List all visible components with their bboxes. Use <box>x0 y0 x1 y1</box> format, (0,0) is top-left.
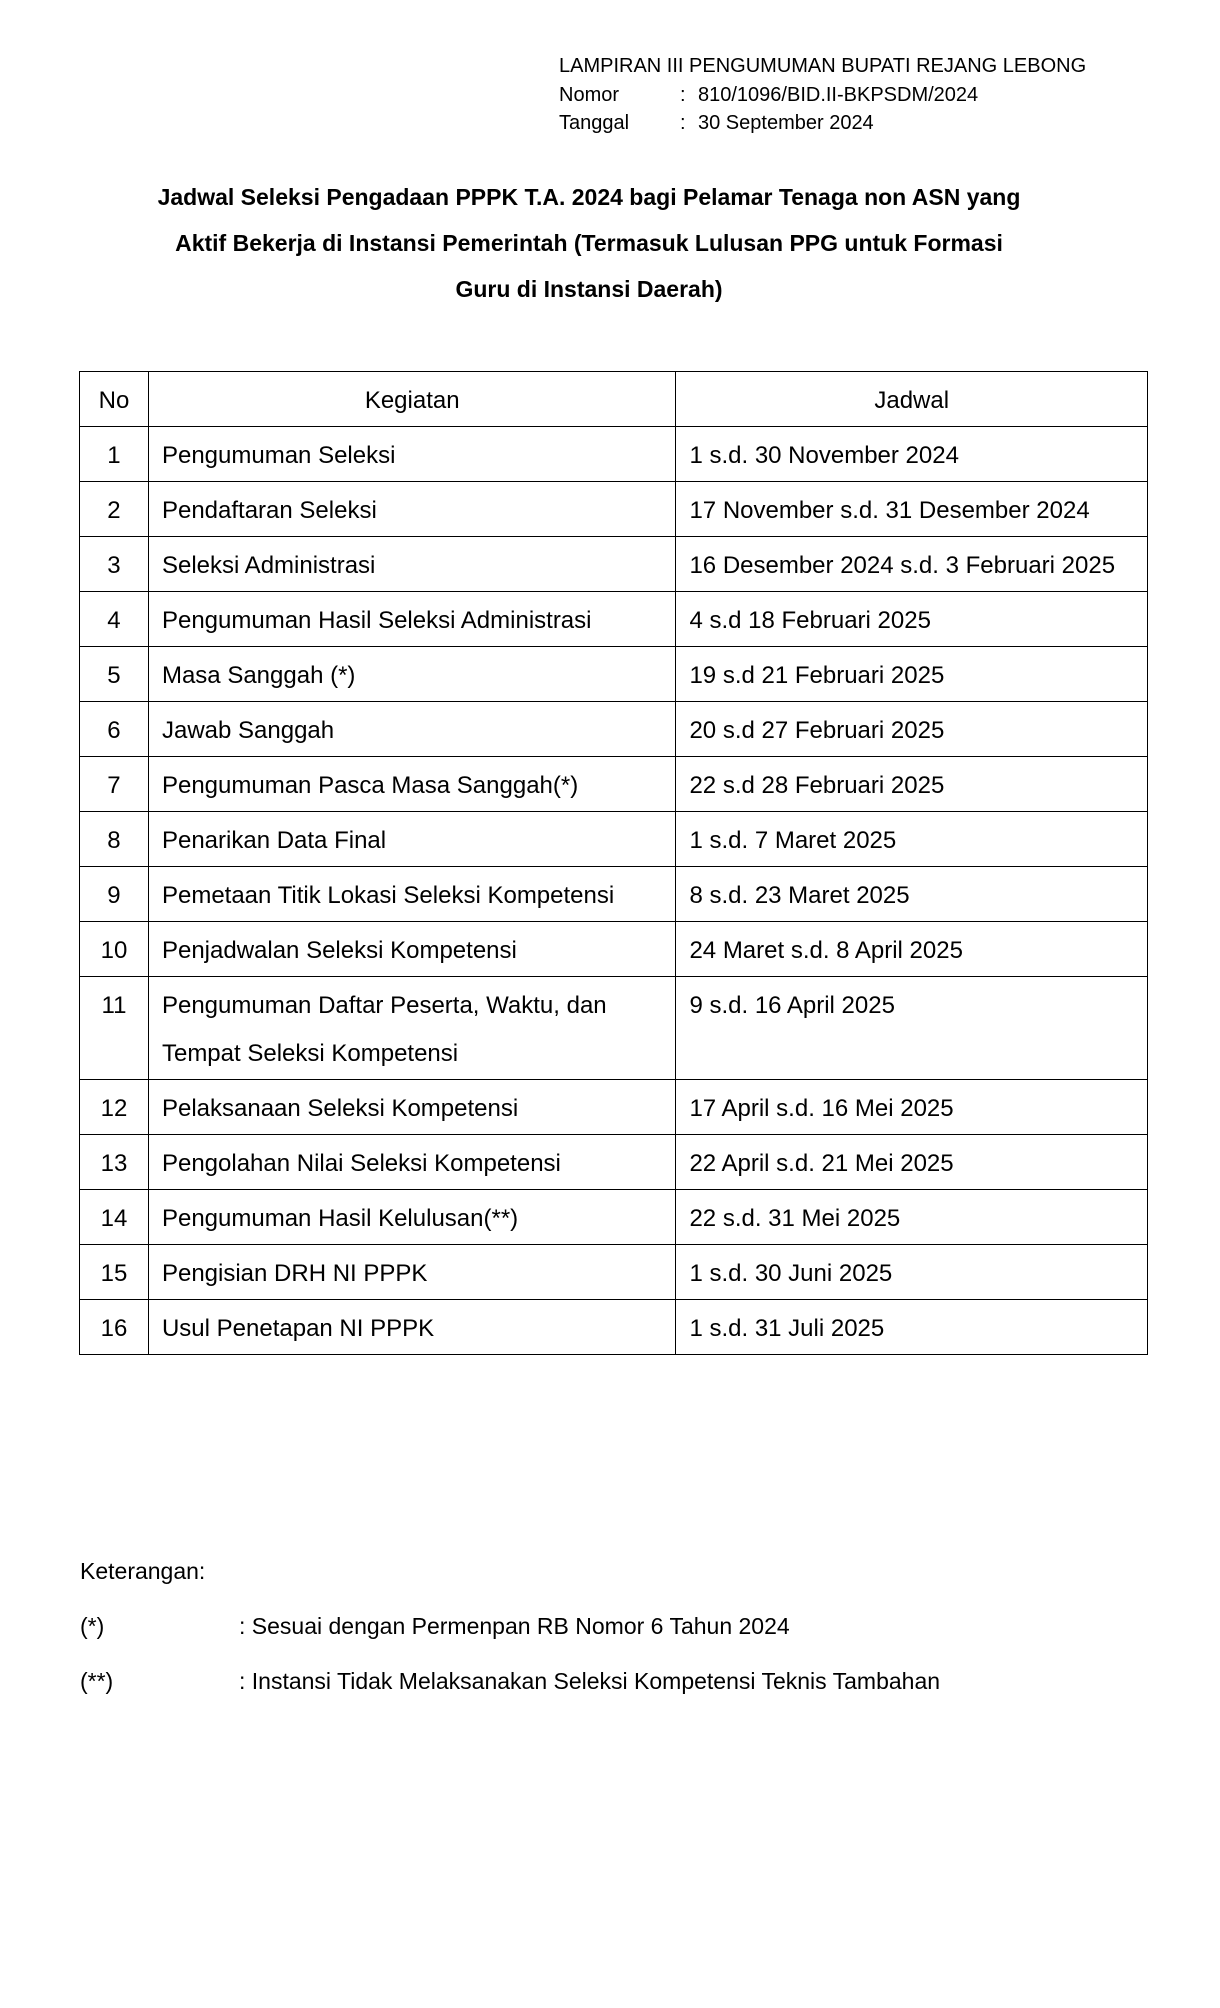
cell-jadwal: 16 Desember 2024 s.d. 3 Februari 2025 <box>676 537 1148 592</box>
cell-kegiatan: Pengumuman Pasca Masa Sanggah(*) <box>148 757 675 812</box>
title-line: Jadwal Seleksi Pengadaan PPPK T.A. 2024 bagi Pelamar Tenaga non ASN yang <box>157 184 1021 210</box>
cell-kegiatan: Pengisian DRH NI PPPK <box>148 1245 675 1300</box>
note-text: : Instansi Tidak Melaksanakan Seleksi Kompetensi Teknis Tambahan <box>239 1668 941 1694</box>
cell-jadwal: 8 s.d. 23 Maret 2025 <box>676 867 1148 922</box>
cell-jadwal: 17 April s.d. 16 Mei 2025 <box>676 1080 1148 1135</box>
cell-kegiatan: Pengolahan Nilai Seleksi Kompetensi <box>148 1135 675 1190</box>
nomor-row <box>559 81 1086 110</box>
table-row <box>80 1080 1148 1135</box>
cell-jadwal: 1 s.d. 31 Juli 2025 <box>676 1300 1148 1355</box>
table-row <box>80 592 1148 647</box>
cell-jadwal: 9 s.d. 16 April 2025 <box>676 977 1148 1080</box>
header-kegiatan: Kegiatan <box>148 372 675 427</box>
cell-jadwal: 4 s.d 18 Februari 2025 <box>676 592 1148 647</box>
notes-heading: Keterangan: <box>80 1558 206 1584</box>
cell-jadwal: 22 s.d 28 Februari 2025 <box>676 757 1148 812</box>
cell-no: 16 <box>80 1300 149 1355</box>
cell-kegiatan: Usul Penetapan NI PPPK <box>148 1300 675 1355</box>
table-row <box>80 867 1148 922</box>
table-row <box>80 1135 1148 1190</box>
cell-kegiatan: Jawab Sanggah <box>148 702 675 757</box>
cell-jadwal: 22 April s.d. 21 Mei 2025 <box>676 1135 1148 1190</box>
table-row <box>80 1245 1148 1300</box>
cell-kegiatan: Pengumuman Daftar Peserta, Waktu, dan Tempat Seleksi Kompetensi <box>148 977 675 1080</box>
cell-no: 10 <box>80 922 149 977</box>
note-mark: (*) <box>80 1613 105 1639</box>
table-row <box>80 537 1148 592</box>
notes-section <box>80 1544 940 1709</box>
table-row <box>80 427 1148 482</box>
cell-kegiatan: Pemetaan Titik Lokasi Seleksi Kompetensi <box>148 867 675 922</box>
cell-kegiatan: Penarikan Data Final <box>148 812 675 867</box>
table-row <box>80 482 1148 537</box>
cell-no: 7 <box>80 757 149 812</box>
cell-no: 3 <box>80 537 149 592</box>
cell-jadwal: 1 s.d. 30 November 2024 <box>676 427 1148 482</box>
table-row <box>80 757 1148 812</box>
header-jadwal: Jadwal <box>676 372 1148 427</box>
cell-no: 6 <box>80 702 149 757</box>
cell-jadwal: 1 s.d. 7 Maret 2025 <box>676 812 1148 867</box>
cell-no: 1 <box>80 427 149 482</box>
cell-jadwal: 20 s.d 27 Februari 2025 <box>676 702 1148 757</box>
cell-kegiatan: Pengumuman Hasil Kelulusan(**) <box>148 1190 675 1245</box>
cell-kegiatan: Pendaftaran Seleksi <box>148 482 675 537</box>
title-line: Guru di Instansi Daerah) <box>455 276 723 302</box>
cell-jadwal: 1 s.d. 30 Juni 2025 <box>676 1245 1148 1300</box>
cell-no: 14 <box>80 1190 149 1245</box>
cell-no: 15 <box>80 1245 149 1300</box>
cell-kegiatan: Penjadwalan Seleksi Kompetensi <box>148 922 675 977</box>
cell-no: 12 <box>80 1080 149 1135</box>
note-item <box>80 1654 940 1709</box>
note-text: : Sesuai dengan Permenpan RB Nomor 6 Tahun 2024 <box>239 1613 790 1639</box>
table-header-row <box>80 372 1148 427</box>
cell-no: 11 <box>80 977 149 1080</box>
cell-kegiatan: Seleksi Administrasi <box>148 537 675 592</box>
cell-no: 5 <box>80 647 149 702</box>
table-row <box>80 922 1148 977</box>
cell-jadwal: 22 s.d. 31 Mei 2025 <box>676 1190 1148 1245</box>
cell-no: 9 <box>80 867 149 922</box>
note-item <box>80 1599 940 1654</box>
table-row <box>80 977 1148 1080</box>
tanggal-value: 30 September 2024 <box>698 112 874 134</box>
nomor-label: Nomor <box>559 83 620 106</box>
cell-jadwal: 19 s.d 21 Februari 2025 <box>676 647 1148 702</box>
document-title <box>79 174 1099 312</box>
cell-kegiatan: Pengumuman Hasil Seleksi Administrasi <box>148 592 675 647</box>
table-row <box>80 1300 1148 1355</box>
cell-jadwal: 17 November s.d. 31 Desember 2024 <box>676 482 1148 537</box>
cell-jadwal: 24 Maret s.d. 8 April 2025 <box>676 922 1148 977</box>
cell-no: 4 <box>80 592 149 647</box>
table-row <box>80 812 1148 867</box>
cell-no: 13 <box>80 1135 149 1190</box>
tanggal-row <box>559 109 1086 138</box>
cell-no: 8 <box>80 812 149 867</box>
nomor-colon: : <box>680 83 686 106</box>
lampiran-header <box>559 52 1086 138</box>
table-row <box>80 647 1148 702</box>
title-line: Aktif Bekerja di Instansi Pemerintah (Termasuk Lulusan PPG untuk Formasi <box>175 230 1003 256</box>
cell-kegiatan: Masa Sanggah (*) <box>148 647 675 702</box>
header-no: No <box>80 372 149 427</box>
nomor-value: 810/1096/BID.II-BKPSDM/2024 <box>698 83 979 106</box>
lampiran-heading: LAMPIRAN III PENGUMUMAN BUPATI REJANG LEBONG <box>559 55 1087 77</box>
table-row <box>80 702 1148 757</box>
table-body <box>80 427 1148 1355</box>
cell-kegiatan: Pengumuman Seleksi <box>148 427 675 482</box>
cell-kegiatan: Pelaksanaan Seleksi Kompetensi <box>148 1080 675 1135</box>
tanggal-label: Tanggal <box>559 112 630 134</box>
cell-no: 2 <box>80 482 149 537</box>
note-mark: (**) <box>80 1668 114 1694</box>
tanggal-colon: : <box>680 112 686 134</box>
schedule-table <box>79 371 1148 1355</box>
table-row <box>80 1190 1148 1245</box>
